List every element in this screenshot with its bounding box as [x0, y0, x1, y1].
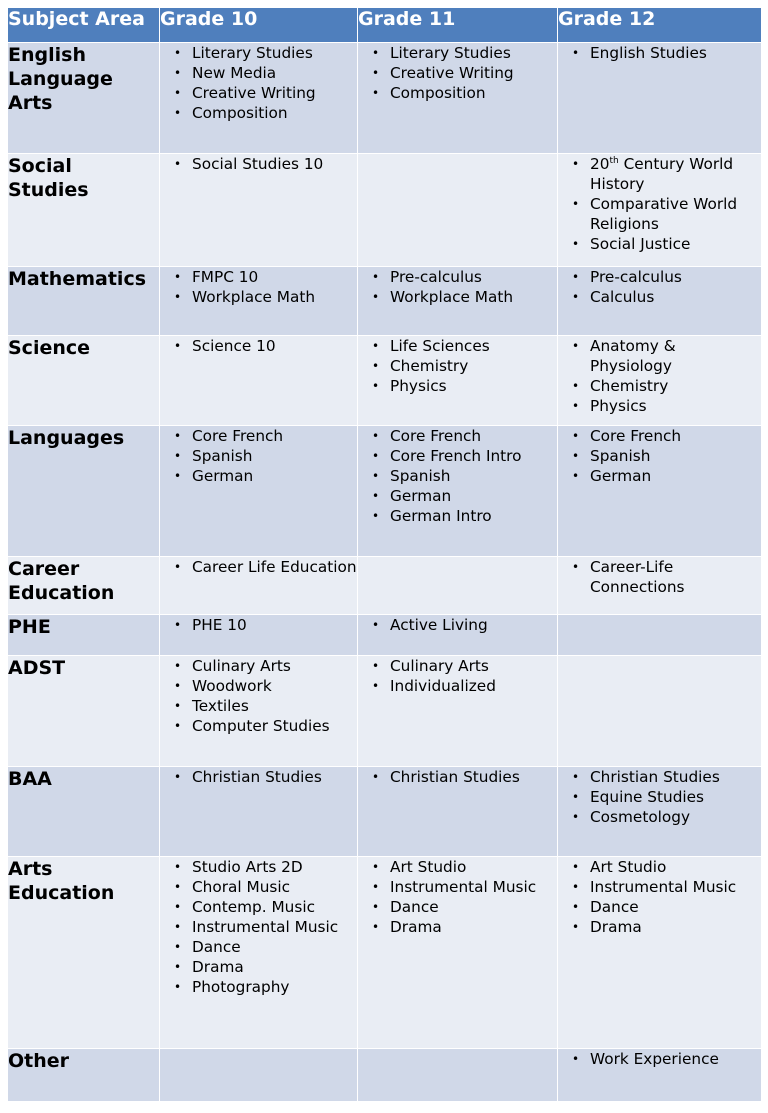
course-cell-grade-10: [160, 557, 358, 615]
course-list: [558, 557, 761, 597]
table-row: [8, 557, 762, 615]
course-cell-grade-11: [358, 336, 558, 426]
course-list: [160, 43, 357, 123]
course-list: [358, 767, 557, 787]
course-cell-grade-11: [358, 656, 558, 767]
list-item: • Social Studies 10: [180, 154, 357, 174]
header-grade-10: Grade 10: [160, 8, 358, 43]
course-offerings-table: [7, 7, 762, 1102]
course-list: [558, 426, 761, 486]
course-cell-grade-10: [160, 767, 358, 857]
list-item: • Spanish: [578, 446, 761, 466]
list-item: • Chemistry: [378, 356, 557, 376]
list-item: • Instrumental Music: [180, 917, 357, 937]
list-item: • Art Studio: [378, 857, 557, 877]
list-item: • Culinary Arts: [378, 656, 557, 676]
course-cell-grade-10: [160, 336, 358, 426]
course-cell-grade-12: [558, 267, 762, 336]
course-cell-grade-12: [558, 614, 762, 655]
list-item: • Core French: [378, 426, 557, 446]
course-list: [358, 656, 557, 696]
list-item: • Composition: [180, 103, 357, 123]
course-list: [558, 857, 761, 937]
course-list: [558, 1049, 761, 1069]
course-list: [558, 154, 761, 254]
list-item: • FMPC 10: [180, 267, 357, 287]
list-item: • Pre-calculus: [378, 267, 557, 287]
subject-cell: Mathematics: [8, 267, 160, 336]
subject-cell: English Language Arts: [8, 43, 160, 154]
course-list: [160, 154, 357, 174]
list-item: • Social Justice: [578, 234, 761, 254]
course-cell-grade-12: [558, 1049, 762, 1102]
course-list: [160, 426, 357, 486]
list-item: • Core French: [578, 426, 761, 446]
list-item: • Studio Arts 2D: [180, 857, 357, 877]
course-list: [558, 267, 761, 307]
list-item: • Physics: [378, 376, 557, 396]
course-cell-grade-12: [558, 336, 762, 426]
list-item: • Christian Studies: [180, 767, 357, 787]
course-list: [160, 336, 357, 356]
course-list: [558, 767, 761, 827]
list-item: • Dance: [578, 897, 761, 917]
list-item: • PHE 10: [180, 615, 357, 635]
table-row: [8, 336, 762, 426]
table-row: [8, 1049, 762, 1102]
list-item: • Workplace Math: [180, 287, 357, 307]
list-item: • German: [378, 486, 557, 506]
course-list: [358, 426, 557, 526]
course-list: [358, 267, 557, 307]
list-item: • Photography: [180, 977, 357, 997]
list-item: • Choral Music: [180, 877, 357, 897]
header-grade-11: Grade 11: [358, 8, 558, 43]
course-list: [558, 43, 761, 63]
course-cell-grade-12: [558, 43, 762, 154]
list-item: • Career-Life Connections: [578, 557, 761, 597]
course-list: [358, 336, 557, 396]
header-subject-area: Subject Area: [8, 8, 160, 43]
list-item: • New Media: [180, 63, 357, 83]
list-item: • Textiles: [180, 696, 357, 716]
table-row: [8, 857, 762, 1049]
header-grade-12: Grade 12: [558, 8, 762, 43]
subject-cell: Career Education: [8, 557, 160, 615]
list-item: • Comparative World Religions: [578, 194, 761, 234]
list-item: • Literary Studies: [378, 43, 557, 63]
subject-cell: ADST: [8, 656, 160, 767]
course-list: [160, 767, 357, 787]
list-item: • Dance: [180, 937, 357, 957]
course-cell-grade-10: [160, 656, 358, 767]
list-item: • Drama: [180, 957, 357, 977]
course-cell-grade-12: [558, 425, 762, 556]
list-item: • Anatomy & Physiology: [578, 336, 761, 376]
list-item: • Drama: [378, 917, 557, 937]
list-item: • Individualized: [378, 676, 557, 696]
table-row: [8, 154, 762, 267]
list-item: • Career Life Education: [180, 557, 357, 577]
list-item: • Literary Studies: [180, 43, 357, 63]
list-item: • Culinary Arts: [180, 656, 357, 676]
list-item: • Work Experience: [578, 1049, 761, 1069]
list-item: • Core French Intro: [378, 446, 557, 466]
course-list: [558, 336, 761, 416]
list-item: • Science 10: [180, 336, 357, 356]
course-list: [358, 857, 557, 937]
list-item: • Dance: [378, 897, 557, 917]
course-cell-grade-11: [358, 1049, 558, 1102]
course-cell-grade-10: [160, 1049, 358, 1102]
course-list: [358, 615, 557, 635]
course-cell-grade-11: [358, 614, 558, 655]
list-item: • Christian Studies: [378, 767, 557, 787]
list-item: • Calculus: [578, 287, 761, 307]
list-item: • Woodwork: [180, 676, 357, 696]
list-item: • Computer Studies: [180, 716, 357, 736]
list-item: • Instrumental Music: [378, 877, 557, 897]
subject-cell: PHE: [8, 614, 160, 655]
list-item: • Spanish: [180, 446, 357, 466]
table-row: [8, 267, 762, 336]
course-list: [358, 43, 557, 103]
list-item: • Core French: [180, 426, 357, 446]
course-cell-grade-10: [160, 425, 358, 556]
list-item: • Contemp. Music: [180, 897, 357, 917]
subject-cell: Other: [8, 1049, 160, 1102]
course-cell-grade-11: [358, 557, 558, 615]
list-item: • Life Sciences: [378, 336, 557, 356]
list-item: • Drama: [578, 917, 761, 937]
course-list: [160, 857, 357, 997]
course-cell-grade-11: [358, 267, 558, 336]
course-cell-grade-12: [558, 857, 762, 1049]
subject-cell: Languages: [8, 425, 160, 556]
list-item: • German Intro: [378, 506, 557, 526]
list-item: • Creative Writing: [180, 83, 357, 103]
table-row: [8, 43, 762, 154]
list-item: • Instrumental Music: [578, 877, 761, 897]
course-cell-grade-11: [358, 767, 558, 857]
list-item: • Spanish: [378, 466, 557, 486]
list-item: • German: [578, 466, 761, 486]
course-cell-grade-10: [160, 154, 358, 267]
course-cell-grade-12: [558, 767, 762, 857]
list-item: • Composition: [378, 83, 557, 103]
list-item: • Equine Studies: [578, 787, 761, 807]
table-row: [8, 767, 762, 857]
course-cell-grade-11: [358, 425, 558, 556]
list-item: • Physics: [578, 396, 761, 416]
course-cell-grade-12: [558, 656, 762, 767]
subject-cell: Science: [8, 336, 160, 426]
list-item: • Art Studio: [578, 857, 761, 877]
list-item: • English Studies: [578, 43, 761, 63]
list-item: • Cosmetology: [578, 807, 761, 827]
course-cell-grade-11: [358, 857, 558, 1049]
course-cell-grade-11: [358, 154, 558, 267]
course-cell-grade-12: [558, 557, 762, 615]
list-item: • Creative Writing: [378, 63, 557, 83]
subject-cell: Arts Education: [8, 857, 160, 1049]
subject-cell: Social Studies: [8, 154, 160, 267]
list-item: • 20th Century World History: [578, 154, 761, 194]
course-cell-grade-10: [160, 267, 358, 336]
list-item: • German: [180, 466, 357, 486]
list-item: • Pre-calculus: [578, 267, 761, 287]
course-list: [160, 267, 357, 307]
course-list: [160, 557, 357, 577]
list-item: • Chemistry: [578, 376, 761, 396]
table-row: [8, 614, 762, 655]
course-list: [160, 615, 357, 635]
header-row: [8, 8, 762, 43]
list-item: • Active Living: [378, 615, 557, 635]
list-item: • Christian Studies: [578, 767, 761, 787]
table-row: [8, 425, 762, 556]
course-cell-grade-12: [558, 154, 762, 267]
course-cell-grade-11: [358, 43, 558, 154]
course-list: [160, 656, 357, 736]
course-cell-grade-10: [160, 43, 358, 154]
course-cell-grade-10: [160, 614, 358, 655]
course-cell-grade-10: [160, 857, 358, 1049]
table-row: [8, 656, 762, 767]
list-item: • Workplace Math: [378, 287, 557, 307]
subject-cell: BAA: [8, 767, 160, 857]
